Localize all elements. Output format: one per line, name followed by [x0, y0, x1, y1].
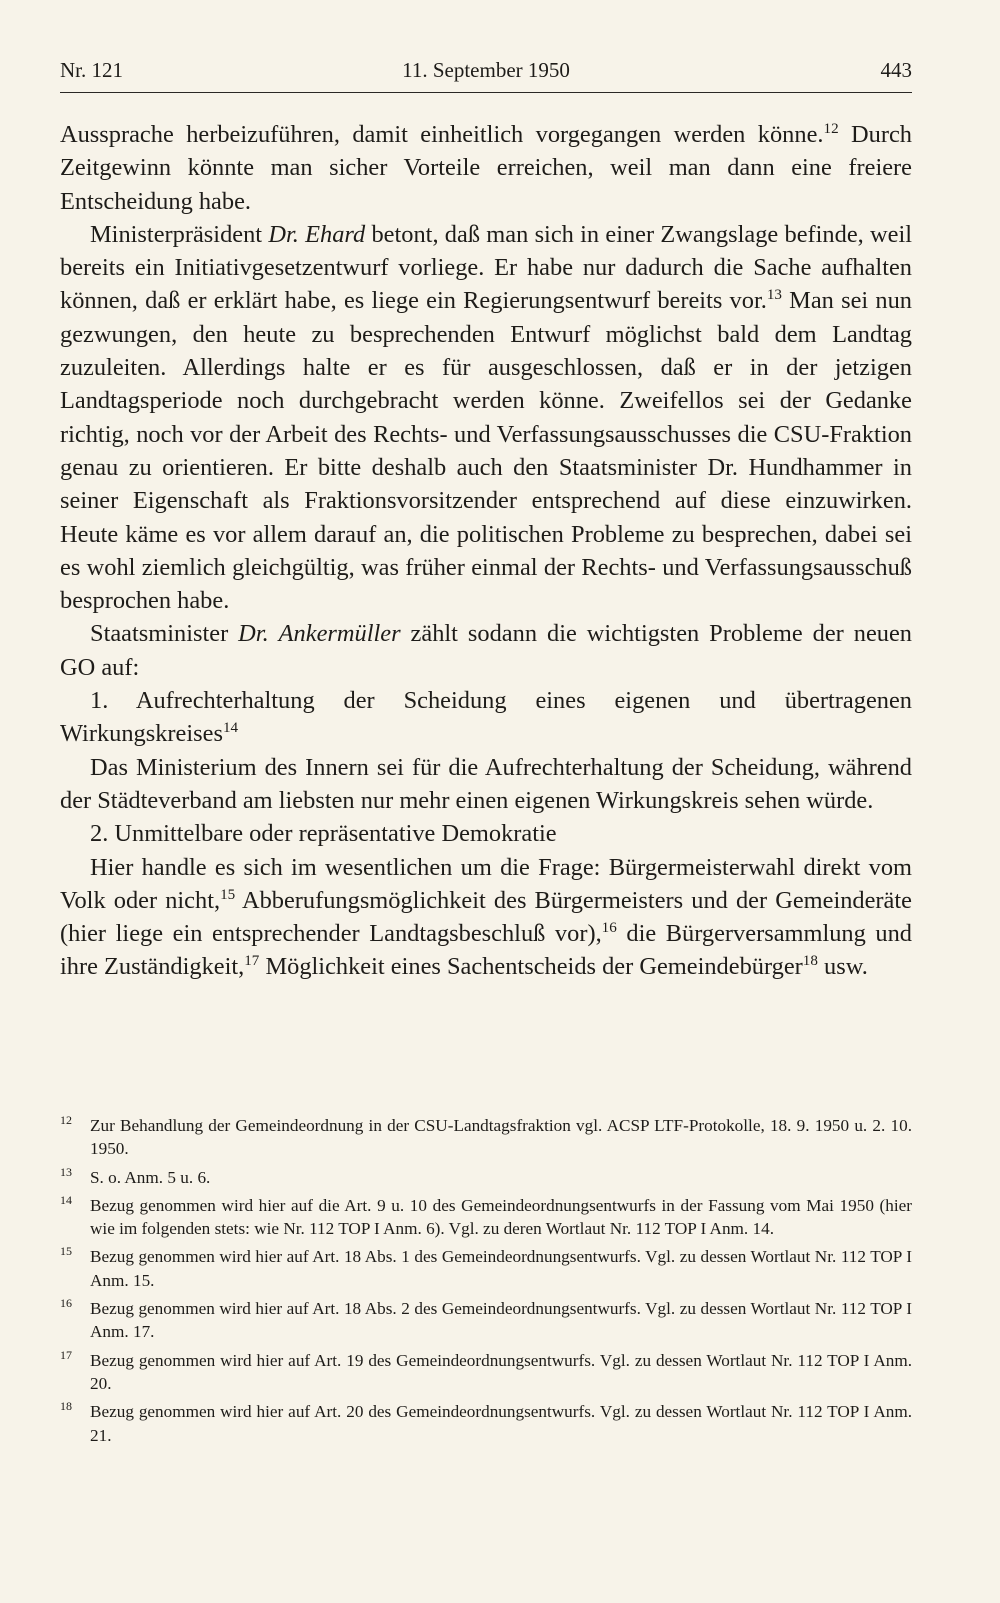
speaker-name: Ehard — [305, 220, 366, 248]
footnote-number: 17 — [60, 1347, 72, 1362]
footnote — [60, 1349, 912, 1396]
footnote-ref[interactable]: 18 — [802, 953, 818, 970]
footnote-text: S. o. Anm. 5 u. 6. — [90, 1167, 211, 1187]
footnote-number: 14 — [60, 1192, 72, 1207]
footnote-text: Bezug genommen wird hier auf Art. 18 Abs. 2 des Gemeindeordnungsentwurfs. Vgl. zu dessen Wortlaut Nr. 112 TOP I Anm. 17. — [90, 1299, 912, 1342]
paragraph — [60, 617, 912, 684]
footnote-ref[interactable]: 17 — [244, 953, 260, 970]
text-run: Aussprache herbeizuführen, damit einheitlich vorgegangen werden könne. — [60, 121, 824, 148]
footnote-text: Bezug genommen wird hier auf die Art. 9 u. 10 des Gemeindeordnungsentwurfs in der Fassung vom Mai 1950 (hier wie im folgenden stets: wie Nr. 112 TOP I Anm. 6). Vgl. zu deren Wortlaut Nr. 112 TOP I Anm. 14. — [90, 1195, 912, 1239]
list-item: 2. Unmittelbare oder repräsentative Demokratie — [90, 820, 557, 848]
header-rule — [60, 92, 912, 93]
paragraph: Das Ministerium des Innern sei für die Aufrechterhaltung der Scheidung, während der Städteverband am liebsten nur mehr einen eigenen Wirkungskreis sehen würde. — [60, 753, 912, 814]
text-run: betont, daß man sich in einer Zwangslage befinde, weil bereits ein Initiativgesetzentwurf vorliege. Er habe nur dadurch die Sache aufhalten können, daß er erklärt habe, es liege ein Regierungsentwurf bereits vor. — [60, 220, 913, 315]
footnote-text: Bezug genommen wird hier auf Art. 19 des Gemeindeordnungsentwurfs. Vgl. zu dessen Wortlaut Nr. 112 TOP I Anm. 20. — [90, 1350, 912, 1393]
page-number: 443 — [880, 58, 912, 82]
footnote — [60, 1194, 912, 1241]
text-run: Hier handle es sich im wesentlichen um die Frage: Bürgermeisterwahl direkt vom Volk oder nicht, — [60, 853, 912, 914]
footnote — [60, 1166, 912, 1189]
footnote — [60, 1400, 912, 1447]
paragraph — [60, 218, 912, 618]
text-run: Ministerpräsident — [90, 220, 269, 248]
running-header — [60, 58, 912, 83]
document-number: Nr. 121 — [60, 58, 123, 82]
text-run: Man sei nun gezwungen, den heute zu besprechenden Entwurf möglichst bald dem Landtag zuzuleiten. Allerdings halte er es für ausgeschlossen, daß er in der jetzigen Landtagsperiode noch durchgebracht werden könne. Zweifellos sei der Gedanke richtig, noch vor der Arbeit des Rechts- und Verfassungsausschusses die CSU-Fraktion genau zu orientieren. Er bitte deshalb auch den Staatsminister Dr. Hundhammer in seiner Eigenschaft als Fraktionsvorsitzender entsprechend auf diese einzuwirken. Heute käme es vor allem darauf an, die politischen Probleme zu besprechen, dabei sei es wohl ziemlich gleichgültig, was früher einmal der Rechts- und Verfassungsausschuß besprochen habe. — [60, 287, 912, 615]
footnote-ref[interactable]: 13 — [766, 287, 782, 304]
text-run: usw. — [817, 953, 868, 981]
footnote-text: Bezug genommen wird hier auf Art. 18 Abs. 1 des Gemeindeordnungsentwurfs. Vgl. zu dessen Wortlaut Nr. 112 TOP I Anm. 15. — [90, 1247, 912, 1290]
footnote-ref[interactable]: 12 — [823, 120, 839, 137]
text-run: Staatsminister — [90, 620, 239, 648]
footnote-number: 18 — [60, 1399, 72, 1414]
text-run: Möglichkeit eines Sachentscheids der Gemeindebürger — [259, 953, 803, 981]
body-text — [60, 118, 912, 984]
footnote — [60, 1245, 912, 1292]
list-item — [60, 684, 912, 751]
footnote-number: 12 — [60, 1113, 72, 1127]
footnote-ref[interactable]: 14 — [222, 720, 239, 737]
speaker-title: Dr. — [268, 220, 299, 248]
speaker-title: Dr. — [238, 620, 269, 648]
footnote-text: Bezug genommen wird hier auf Art. 20 des Gemeindeordnungsentwurfs. Vgl. zu dessen Wortlaut Nr. 112 TOP I Anm. 21. — [90, 1402, 912, 1445]
text-run: zählt sodann die wichtigsten Probleme der neuen GO auf: — [60, 620, 912, 681]
footnote-number: 13 — [60, 1164, 72, 1179]
footnote-text: Zur Behandlung der Gemeindeordnung in der CSU-Landtagsfraktion vgl. ACSP LTF-Protokolle, 18. 9. 1950 u. 2. 10. 1950. — [90, 1116, 912, 1159]
text-run: die Bürgerversammlung und ihre Zuständigkeit, — [60, 920, 913, 981]
footnote — [60, 1114, 912, 1161]
footnote-ref[interactable]: 15 — [220, 886, 236, 903]
text-run: Abberufungsmöglichkeit des Bürgermeisters und der Gemeinderäte (hier liege ein entsprechender Landtagsbeschluß vor), — [60, 886, 912, 948]
footnote — [60, 1297, 912, 1344]
text-run: 1. Aufrechterhaltung der Scheidung eines eigenen und übertragenen Wirkungskreises — [60, 687, 912, 748]
text-run: Durch Zeitgewinn könnte man sicher Vorteile erreichen, weil man dann eine freiere Entscheidung habe. — [60, 121, 912, 215]
session-date: 11. September 1950 — [402, 58, 570, 82]
speaker-name: Ankermüller — [278, 620, 401, 648]
footnote-number: 15 — [60, 1244, 72, 1259]
paragraph — [60, 851, 912, 984]
footnote-number: 16 — [60, 1296, 72, 1311]
footnote-ref[interactable]: 16 — [601, 920, 617, 937]
paragraph — [60, 118, 912, 218]
footnotes — [60, 1114, 912, 1452]
